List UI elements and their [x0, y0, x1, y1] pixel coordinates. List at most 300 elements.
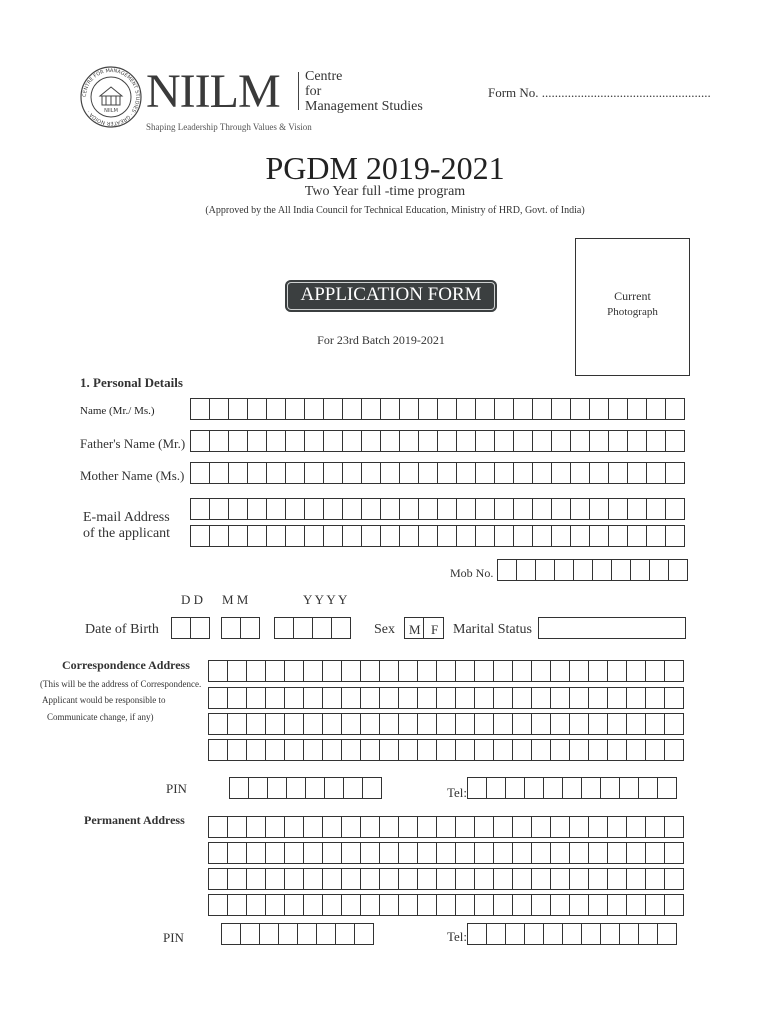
character-box[interactable] — [457, 463, 476, 483]
character-box[interactable] — [571, 431, 590, 451]
character-box[interactable] — [631, 560, 650, 580]
character-box[interactable] — [228, 714, 247, 734]
character-box[interactable] — [418, 895, 437, 915]
character-box[interactable] — [513, 714, 532, 734]
character-box[interactable] — [646, 843, 665, 863]
character-box[interactable] — [514, 399, 533, 419]
character-box[interactable] — [639, 778, 658, 798]
character-box[interactable] — [513, 869, 532, 889]
character-box[interactable] — [355, 924, 374, 944]
character-box[interactable] — [533, 399, 552, 419]
character-box[interactable] — [628, 399, 647, 419]
character-box[interactable] — [456, 688, 475, 708]
character-box[interactable] — [343, 526, 362, 546]
character-box[interactable] — [342, 895, 361, 915]
character-box[interactable] — [418, 817, 437, 837]
character-box[interactable] — [313, 618, 332, 638]
character-box[interactable] — [551, 895, 570, 915]
character-box[interactable] — [590, 463, 609, 483]
character-box[interactable] — [266, 843, 285, 863]
character-box[interactable] — [209, 895, 228, 915]
character-box[interactable] — [494, 688, 513, 708]
character-box[interactable] — [608, 714, 627, 734]
character-box[interactable] — [533, 526, 552, 546]
character-box[interactable] — [267, 499, 286, 519]
character-box[interactable] — [647, 499, 666, 519]
character-box[interactable] — [438, 399, 457, 419]
character-box[interactable] — [361, 869, 380, 889]
character-box[interactable] — [222, 924, 241, 944]
sex-m-option[interactable]: M — [409, 622, 421, 637]
character-box[interactable] — [551, 740, 570, 760]
character-box[interactable] — [247, 817, 266, 837]
character-box[interactable] — [210, 526, 229, 546]
character-box[interactable] — [646, 895, 665, 915]
character-box[interactable] — [437, 688, 456, 708]
character-box[interactable] — [533, 463, 552, 483]
character-box[interactable] — [551, 843, 570, 863]
character-box[interactable] — [191, 399, 210, 419]
character-box[interactable] — [475, 740, 494, 760]
character-box[interactable] — [248, 526, 267, 546]
character-box[interactable] — [266, 688, 285, 708]
character-box[interactable] — [267, 431, 286, 451]
character-box[interactable] — [475, 843, 494, 863]
character-box[interactable] — [494, 869, 513, 889]
character-box[interactable] — [325, 778, 344, 798]
character-box[interactable] — [323, 843, 342, 863]
character-box[interactable] — [336, 924, 355, 944]
character-box[interactable] — [304, 895, 323, 915]
character-box[interactable] — [609, 431, 628, 451]
character-box[interactable] — [475, 688, 494, 708]
character-box[interactable] — [532, 714, 551, 734]
character-box[interactable] — [476, 526, 495, 546]
character-box[interactable] — [437, 714, 456, 734]
character-box[interactable] — [380, 740, 399, 760]
correspondence-address-row3[interactable] — [208, 713, 684, 735]
character-box[interactable] — [267, 399, 286, 419]
character-box[interactable] — [418, 688, 437, 708]
character-box[interactable] — [589, 740, 608, 760]
character-box[interactable] — [646, 688, 665, 708]
character-box[interactable] — [495, 431, 514, 451]
character-box[interactable] — [536, 560, 555, 580]
character-box[interactable] — [381, 463, 400, 483]
character-box[interactable] — [343, 399, 362, 419]
character-box[interactable] — [343, 463, 362, 483]
character-box[interactable] — [267, 463, 286, 483]
character-box[interactable] — [457, 526, 476, 546]
character-box[interactable] — [305, 499, 324, 519]
character-box[interactable] — [247, 843, 266, 863]
character-box[interactable] — [609, 526, 628, 546]
character-box[interactable] — [552, 526, 571, 546]
character-box[interactable] — [380, 714, 399, 734]
character-box[interactable] — [666, 431, 685, 451]
character-box[interactable] — [399, 740, 418, 760]
character-box[interactable] — [306, 778, 325, 798]
character-box[interactable] — [627, 714, 646, 734]
character-box[interactable] — [399, 869, 418, 889]
character-box[interactable] — [457, 431, 476, 451]
character-box[interactable] — [400, 526, 419, 546]
character-box[interactable] — [380, 895, 399, 915]
character-box[interactable] — [608, 843, 627, 863]
character-box[interactable] — [609, 499, 628, 519]
character-box[interactable] — [456, 740, 475, 760]
character-box[interactable] — [646, 714, 665, 734]
character-box[interactable] — [400, 499, 419, 519]
character-box[interactable] — [574, 560, 593, 580]
character-box[interactable] — [476, 463, 495, 483]
character-box[interactable] — [608, 740, 627, 760]
character-box[interactable] — [418, 869, 437, 889]
character-box[interactable] — [209, 688, 228, 708]
character-box[interactable] — [304, 817, 323, 837]
character-box[interactable] — [570, 869, 589, 889]
character-box[interactable] — [266, 869, 285, 889]
character-box[interactable] — [468, 924, 487, 944]
character-box[interactable] — [665, 661, 684, 681]
character-box[interactable] — [247, 895, 266, 915]
character-box[interactable] — [608, 661, 627, 681]
character-box[interactable] — [229, 499, 248, 519]
character-box[interactable] — [381, 499, 400, 519]
character-box[interactable] — [582, 924, 601, 944]
character-box[interactable] — [380, 688, 399, 708]
character-box[interactable] — [324, 399, 343, 419]
character-box[interactable] — [571, 499, 590, 519]
character-box[interactable] — [210, 431, 229, 451]
character-box[interactable] — [494, 740, 513, 760]
character-box[interactable] — [476, 431, 495, 451]
character-box[interactable] — [495, 463, 514, 483]
character-box[interactable] — [419, 499, 438, 519]
character-box[interactable] — [228, 661, 247, 681]
character-box[interactable] — [438, 499, 457, 519]
character-box[interactable] — [361, 714, 380, 734]
permanent-address-row3[interactable] — [208, 868, 684, 890]
character-box[interactable] — [514, 526, 533, 546]
character-box[interactable] — [275, 618, 294, 638]
character-box[interactable] — [551, 661, 570, 681]
character-box[interactable] — [344, 778, 363, 798]
character-box[interactable] — [608, 895, 627, 915]
character-box[interactable] — [229, 399, 248, 419]
character-box[interactable] — [418, 661, 437, 681]
character-box[interactable] — [209, 661, 228, 681]
character-box[interactable] — [285, 843, 304, 863]
character-box[interactable] — [589, 817, 608, 837]
character-box[interactable] — [285, 714, 304, 734]
character-box[interactable] — [571, 463, 590, 483]
character-box[interactable] — [494, 661, 513, 681]
character-box[interactable] — [589, 688, 608, 708]
character-box[interactable] — [551, 714, 570, 734]
character-box[interactable] — [229, 431, 248, 451]
character-box[interactable] — [647, 463, 666, 483]
character-box[interactable] — [437, 740, 456, 760]
character-box[interactable] — [627, 817, 646, 837]
character-box[interactable] — [172, 618, 191, 638]
character-box[interactable] — [487, 924, 506, 944]
character-box[interactable] — [513, 817, 532, 837]
character-box[interactable] — [665, 740, 684, 760]
character-box[interactable] — [286, 431, 305, 451]
character-box[interactable] — [400, 431, 419, 451]
character-box[interactable] — [513, 740, 532, 760]
character-box[interactable] — [475, 714, 494, 734]
character-box[interactable] — [438, 431, 457, 451]
character-box[interactable] — [620, 924, 639, 944]
correspondence-address-row2[interactable] — [208, 687, 684, 709]
character-box[interactable] — [495, 399, 514, 419]
character-box[interactable] — [627, 869, 646, 889]
character-box[interactable] — [533, 431, 552, 451]
character-box[interactable] — [209, 714, 228, 734]
character-box[interactable] — [380, 869, 399, 889]
character-box[interactable] — [228, 740, 247, 760]
character-box[interactable] — [437, 843, 456, 863]
character-box[interactable] — [475, 661, 494, 681]
character-box[interactable] — [381, 399, 400, 419]
character-box[interactable] — [456, 869, 475, 889]
character-box[interactable] — [456, 714, 475, 734]
character-box[interactable] — [323, 817, 342, 837]
character-box[interactable] — [627, 895, 646, 915]
character-box[interactable] — [570, 661, 589, 681]
character-box[interactable] — [620, 778, 639, 798]
character-box[interactable] — [494, 895, 513, 915]
character-box[interactable] — [590, 399, 609, 419]
permanent-pin-boxes[interactable] — [221, 923, 374, 945]
character-box[interactable] — [551, 869, 570, 889]
character-box[interactable] — [268, 778, 287, 798]
character-box[interactable] — [399, 688, 418, 708]
character-box[interactable] — [361, 895, 380, 915]
character-box[interactable] — [323, 714, 342, 734]
character-box[interactable] — [323, 688, 342, 708]
character-box[interactable] — [266, 817, 285, 837]
character-box[interactable] — [419, 463, 438, 483]
permanent-address-row4[interactable] — [208, 894, 684, 916]
character-box[interactable] — [570, 817, 589, 837]
character-box[interactable] — [514, 431, 533, 451]
character-box[interactable] — [658, 778, 677, 798]
character-box[interactable] — [249, 778, 268, 798]
character-box[interactable] — [400, 463, 419, 483]
character-box[interactable] — [399, 843, 418, 863]
character-box[interactable] — [609, 399, 628, 419]
character-box[interactable] — [305, 463, 324, 483]
character-box[interactable] — [437, 869, 456, 889]
character-box[interactable] — [513, 895, 532, 915]
character-box[interactable] — [468, 778, 487, 798]
character-box[interactable] — [437, 661, 456, 681]
character-box[interactable] — [419, 526, 438, 546]
character-box[interactable] — [209, 817, 228, 837]
character-box[interactable] — [191, 431, 210, 451]
character-box[interactable] — [627, 843, 646, 863]
character-box[interactable] — [525, 924, 544, 944]
character-box[interactable] — [475, 895, 494, 915]
character-box[interactable] — [666, 499, 685, 519]
character-box[interactable] — [570, 895, 589, 915]
character-box[interactable] — [286, 526, 305, 546]
character-box[interactable] — [361, 817, 380, 837]
character-box[interactable] — [647, 431, 666, 451]
character-box[interactable] — [324, 463, 343, 483]
character-box[interactable] — [248, 463, 267, 483]
character-box[interactable] — [495, 526, 514, 546]
character-box[interactable] — [305, 526, 324, 546]
character-box[interactable] — [666, 463, 685, 483]
character-box[interactable] — [593, 560, 612, 580]
character-box[interactable] — [665, 895, 684, 915]
character-box[interactable] — [590, 431, 609, 451]
character-box[interactable] — [323, 661, 342, 681]
character-box[interactable] — [590, 499, 609, 519]
character-box[interactable] — [241, 618, 260, 638]
character-box[interactable] — [666, 399, 685, 419]
character-box[interactable] — [544, 924, 563, 944]
character-box[interactable] — [552, 463, 571, 483]
character-box[interactable] — [228, 869, 247, 889]
character-box[interactable] — [419, 399, 438, 419]
character-box[interactable] — [628, 431, 647, 451]
character-box[interactable] — [570, 740, 589, 760]
correspondence-address-row1[interactable] — [208, 660, 684, 682]
character-box[interactable] — [589, 895, 608, 915]
character-box[interactable] — [287, 778, 306, 798]
character-box[interactable] — [665, 688, 684, 708]
character-box[interactable] — [612, 560, 631, 580]
character-box[interactable] — [609, 463, 628, 483]
character-box[interactable] — [210, 499, 229, 519]
character-box[interactable] — [380, 843, 399, 863]
character-box[interactable] — [418, 843, 437, 863]
character-box[interactable] — [399, 817, 418, 837]
character-box[interactable] — [342, 661, 361, 681]
character-box[interactable] — [247, 869, 266, 889]
character-box[interactable] — [665, 817, 684, 837]
character-box[interactable] — [590, 526, 609, 546]
character-box[interactable] — [582, 778, 601, 798]
character-box[interactable] — [438, 526, 457, 546]
character-box[interactable] — [532, 688, 551, 708]
character-box[interactable] — [457, 499, 476, 519]
correspondence-pin-boxes[interactable] — [229, 777, 382, 799]
character-box[interactable] — [551, 817, 570, 837]
character-box[interactable] — [228, 895, 247, 915]
character-box[interactable] — [399, 661, 418, 681]
character-box[interactable] — [627, 661, 646, 681]
character-box[interactable] — [570, 714, 589, 734]
character-box[interactable] — [228, 817, 247, 837]
character-box[interactable] — [342, 869, 361, 889]
character-box[interactable] — [513, 688, 532, 708]
character-box[interactable] — [362, 526, 381, 546]
character-box[interactable] — [627, 740, 646, 760]
character-box[interactable] — [285, 740, 304, 760]
character-box[interactable] — [266, 895, 285, 915]
character-box[interactable] — [305, 399, 324, 419]
character-box[interactable] — [457, 399, 476, 419]
character-box[interactable] — [363, 778, 382, 798]
character-box[interactable] — [513, 843, 532, 863]
character-box[interactable] — [646, 740, 665, 760]
character-box[interactable] — [589, 661, 608, 681]
character-box[interactable] — [342, 817, 361, 837]
character-box[interactable] — [286, 399, 305, 419]
character-box[interactable] — [665, 869, 684, 889]
character-box[interactable] — [646, 661, 665, 681]
character-box[interactable] — [608, 688, 627, 708]
character-box[interactable] — [361, 661, 380, 681]
character-box[interactable] — [266, 661, 285, 681]
sex-f-option[interactable]: F — [431, 622, 439, 637]
character-box[interactable] — [210, 399, 229, 419]
character-box[interactable] — [343, 499, 362, 519]
character-box[interactable] — [533, 499, 552, 519]
mother-name-boxes[interactable] — [190, 462, 685, 484]
character-box[interactable] — [646, 817, 665, 837]
character-box[interactable] — [532, 661, 551, 681]
father-name-boxes[interactable] — [190, 430, 685, 452]
form-number-field[interactable]: Form No. .................................................... — [488, 85, 711, 100]
name-boxes[interactable] — [190, 398, 685, 420]
character-box[interactable] — [418, 714, 437, 734]
character-box[interactable] — [646, 869, 665, 889]
character-box[interactable] — [209, 869, 228, 889]
character-box[interactable] — [248, 499, 267, 519]
character-box[interactable] — [475, 817, 494, 837]
character-box[interactable] — [380, 817, 399, 837]
marital-status-field[interactable] — [538, 617, 686, 639]
character-box[interactable] — [323, 740, 342, 760]
character-box[interactable] — [476, 499, 495, 519]
character-box[interactable] — [191, 499, 210, 519]
character-box[interactable] — [209, 843, 228, 863]
dob-month-boxes[interactable] — [221, 617, 260, 639]
character-box[interactable] — [494, 714, 513, 734]
character-box[interactable] — [286, 463, 305, 483]
character-box[interactable] — [324, 431, 343, 451]
character-box[interactable] — [665, 714, 684, 734]
character-box[interactable] — [399, 714, 418, 734]
character-box[interactable] — [380, 661, 399, 681]
character-box[interactable] — [495, 499, 514, 519]
character-box[interactable] — [601, 924, 620, 944]
character-box[interactable] — [247, 661, 266, 681]
character-box[interactable] — [563, 778, 582, 798]
character-box[interactable] — [222, 618, 241, 638]
character-box[interactable] — [571, 526, 590, 546]
permanent-address-row2[interactable] — [208, 842, 684, 864]
character-box[interactable] — [647, 526, 666, 546]
character-box[interactable] — [228, 688, 247, 708]
permanent-address-row1[interactable] — [208, 816, 684, 838]
character-box[interactable] — [362, 399, 381, 419]
character-box[interactable] — [456, 843, 475, 863]
character-box[interactable] — [555, 560, 574, 580]
character-box[interactable] — [317, 924, 336, 944]
character-box[interactable] — [266, 740, 285, 760]
character-box[interactable] — [247, 740, 266, 760]
character-box[interactable] — [362, 499, 381, 519]
character-box[interactable] — [589, 843, 608, 863]
